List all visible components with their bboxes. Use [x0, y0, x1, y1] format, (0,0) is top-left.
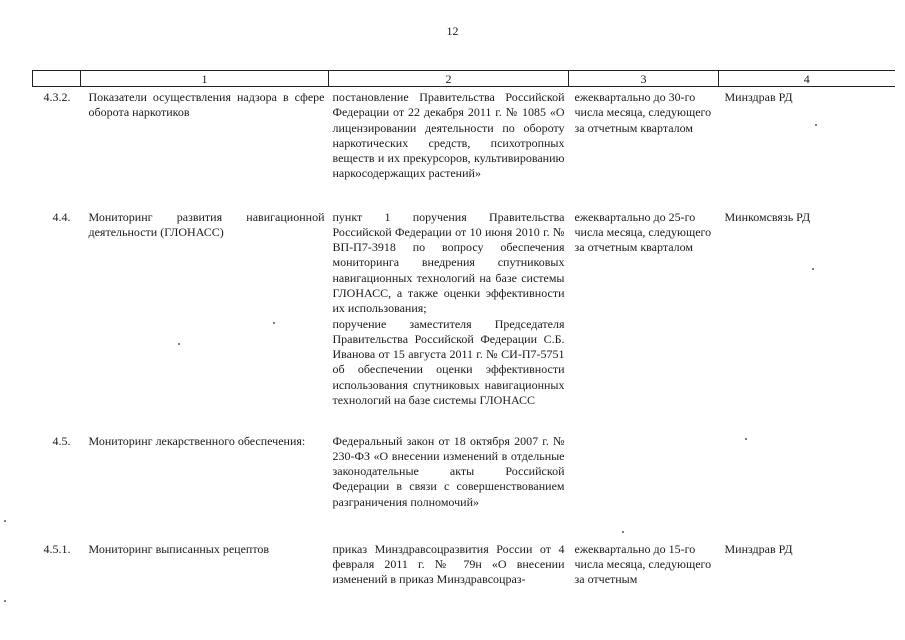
legal-basis: [329, 207, 569, 431]
legal-basis: [329, 431, 569, 539]
row-number: 4.4.: [52, 209, 71, 224]
scan-speck: [815, 124, 817, 126]
scan-speck: [178, 343, 180, 345]
table-row: [33, 87, 895, 207]
scan-speck: [812, 268, 814, 270]
scan-speck: [745, 438, 747, 440]
table-row: [33, 207, 895, 431]
responsible-body: Минздрав РД: [724, 541, 793, 556]
responsible-body: Минздрав РД: [724, 90, 793, 104]
header-cell-3: 3: [569, 71, 719, 87]
indicator-name: Мониторинг развития навигационной деятельности (ГЛОНАСС): [88, 209, 325, 239]
legal-basis-paragraph: приказ Минздравсоцразвития России от 4 февраля 2011 г. № 79н «О внесении изменений в приказ Минздравсоцраз-: [332, 541, 565, 587]
header-cell-1: 1: [81, 71, 329, 87]
scan-speck: [622, 531, 624, 533]
indicator-name: Мониторинг выписанных рецептов: [88, 541, 270, 556]
scan-speck: [4, 600, 6, 602]
table-row: [33, 431, 895, 539]
legal-basis-paragraph: постановление Правительства Российской Федерации от 22 декабря 2011 г. № 1085 «О лицензировании деятельности по обороту наркотических средств, психотропных веществ и их прекурсоров, культивированию наркосодержащих растений»: [332, 90, 565, 181]
responsible-body: [719, 431, 895, 539]
indicator-name: Показатели осуществления надзора в сфере оборота наркотиков: [88, 90, 325, 120]
responsible-body: Минкомсвязь РД: [724, 209, 811, 224]
monitoring-table: [32, 70, 895, 587]
scan-speck: [273, 322, 275, 324]
legal-basis-paragraph: Федеральный закон от 18 октября 2007 г. № 230-ФЗ «О внесении изменений в отдельные законодательные акты Российской Федерации в связи с совершенствованием разграничения полномочий»: [332, 433, 565, 509]
header-cell-number: [33, 71, 81, 87]
scan-speck: [4, 520, 6, 522]
legal-basis: [329, 539, 569, 588]
legal-basis: [329, 87, 569, 207]
reporting-period: ежеквартально до 15-го числа месяца, следующего за отчетным: [574, 541, 712, 587]
row-number: 4.5.: [52, 433, 71, 448]
row-number: 4.3.2.: [43, 90, 71, 104]
indicator-name: Мониторинг лекарственного обеспечения:: [88, 433, 306, 448]
reporting-period: ежеквартально до 25-го числа месяца, следующего за отчетным кварталом: [574, 209, 712, 255]
header-cell-4: 4: [719, 71, 895, 87]
reporting-period: ежеквартально до 30-го числа месяца, следующего за отчетным кварталом: [574, 90, 712, 135]
table-row: [33, 539, 895, 588]
legal-basis-paragraph: поручение заместителя Председателя Правительства Российской Федерации С.Б. Иванова от 15 августа 2011 г. № СИ-П7-5751 об обеспечении оценки эффективности использования спутниковых навигационных технологий на базе системы ГЛОНАСС: [332, 316, 565, 408]
reporting-period: [569, 431, 719, 539]
legal-basis-paragraph: пункт 1 поручения Правительства Российской Федерации от 10 июня 2010 г. № ВП-П7-3918 по вопросу обеспечения мониторинга внедрения спутниковых навигационных технологий на базе системы ГЛОНАСС, а также оценки эффективности их использования;: [332, 209, 565, 316]
row-number: 4.5.1.: [43, 541, 71, 556]
page-number: 12: [446, 24, 459, 38]
table-header-row: [33, 71, 895, 87]
header-cell-2: 2: [329, 71, 569, 87]
